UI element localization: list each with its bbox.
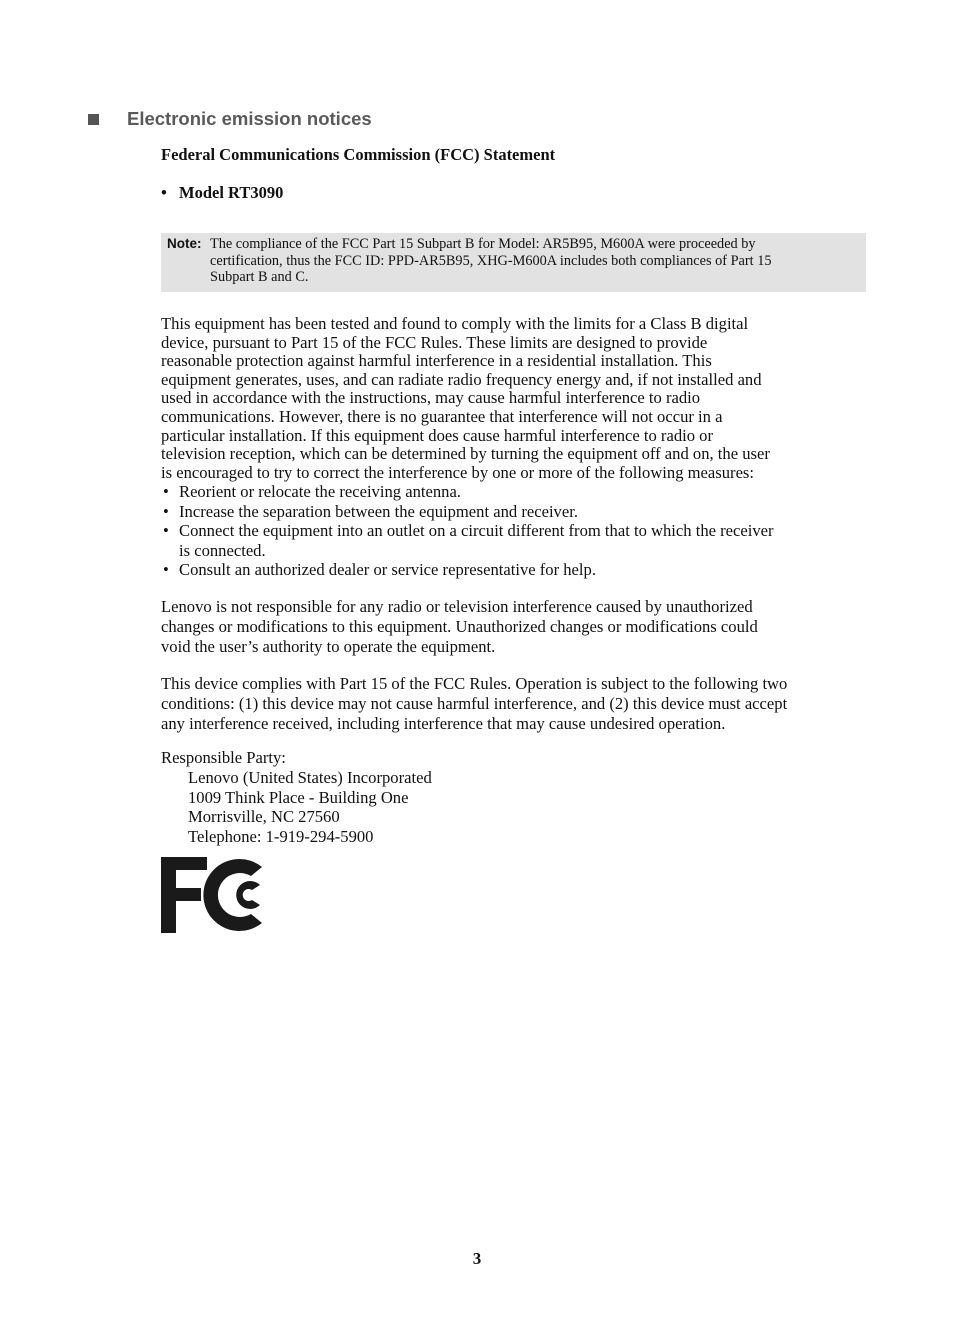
model-bullet-item xyxy=(161,183,283,203)
list-item xyxy=(161,521,867,560)
model-name: Model RT3090 xyxy=(179,183,284,202)
paragraph-line: Lenovo is not responsible for any radio or television interference caused by unauthorized xyxy=(161,597,753,616)
page-number: 3 xyxy=(472,1249,482,1268)
note-line: certification, thus the FCC ID: PPD-AR5B95, XHG-M600A includes both compliances of Part 15 xyxy=(210,252,772,269)
section-title: Electronic emission notices xyxy=(127,108,372,129)
note-label: Note: xyxy=(167,236,202,251)
bullet-marker: • xyxy=(161,183,167,202)
fcc-statement-title: Federal Communications Commission (FCC) Statement xyxy=(161,145,556,164)
paragraph-line: particular installation. If this equipment does cause harmful interference to radio or xyxy=(161,425,714,445)
bullet-marker: • xyxy=(163,501,169,521)
note-line: The compliance of the FCC Part 15 Subpart B for Model: AR5B95, M600A were proceeded by xyxy=(210,236,756,252)
list-item-line: Connect the equipment into an outlet on a circuit different from that to which the receiver xyxy=(179,521,774,540)
note-line: Subpart B and C. xyxy=(210,269,309,285)
bullet-marker: • xyxy=(163,521,169,540)
section-heading xyxy=(86,108,786,132)
paragraph-line: television reception, which can be determined by turning the equipment off and on, the user xyxy=(161,444,770,464)
list-item xyxy=(161,482,867,502)
fcc-logo-icon xyxy=(161,857,265,933)
part15-conditions-paragraph xyxy=(161,674,867,734)
paragraph-line: This equipment has been tested and found to comply with the limits for a Class B digital xyxy=(161,314,749,333)
paragraph-line: equipment generates, uses, and can radiate radio frequency energy and, if not installed and xyxy=(161,369,762,389)
paragraph-line: used in accordance with the instructions, may cause harmful interference to radio xyxy=(161,388,701,408)
paragraph-line: changes or modifications to this equipment. Unauthorized changes or modifications could xyxy=(161,617,758,636)
list-item-line: Reorient or relocate the receiving antenna. xyxy=(179,482,461,501)
address-line: Morrisville, NC 27560 xyxy=(188,807,340,827)
list-item-line: Increase the separation between the equipment and receiver. xyxy=(179,501,578,521)
paragraph-line: This device complies with Part 15 of the FCC Rules. Operation is subject to the following two xyxy=(161,674,788,693)
paragraph-line: is encouraged to try to correct the interference by one or more of the following measures: xyxy=(161,462,754,482)
list-item-line: Consult an authorized dealer or service representative for help. xyxy=(179,560,596,579)
paragraph-line: void the user’s authority to operate the equipment. xyxy=(161,637,496,656)
paragraph-line: any interference received, including interference that may cause undesired operation. xyxy=(161,714,726,733)
telephone-line: Telephone: 1-919-294-5900 xyxy=(188,827,374,847)
note-text xyxy=(210,236,860,286)
compliance-paragraph xyxy=(161,315,867,482)
paragraph-line: conditions: (1) this device may not cause harmful interference, and (2) this device must accept xyxy=(161,694,788,713)
responsible-party-block xyxy=(161,748,432,847)
list-item xyxy=(161,502,867,522)
list-item xyxy=(161,560,867,580)
paragraph-line: reasonable protection against harmful interference in a residential installation. This xyxy=(161,351,712,371)
responsible-party-label: Responsible Party: xyxy=(161,748,286,767)
list-item-line: is connected. xyxy=(179,540,266,560)
paragraph-line: communications. However, there is no guarantee that interference will not occur in a xyxy=(161,406,723,426)
lenovo-responsibility-paragraph xyxy=(161,597,867,657)
address-line: Lenovo (United States) Incorporated xyxy=(188,767,432,787)
paragraph-line: device, pursuant to Part 15 of the FCC Rules. These limits are designed to provide xyxy=(161,332,708,352)
bullet-marker: • xyxy=(163,560,169,579)
note-box xyxy=(161,233,866,292)
bullet-marker: • xyxy=(163,482,169,501)
square-bullet-icon xyxy=(88,114,99,125)
address-line: 1009 Think Place - Building One xyxy=(188,787,409,807)
measures-list xyxy=(161,482,867,580)
